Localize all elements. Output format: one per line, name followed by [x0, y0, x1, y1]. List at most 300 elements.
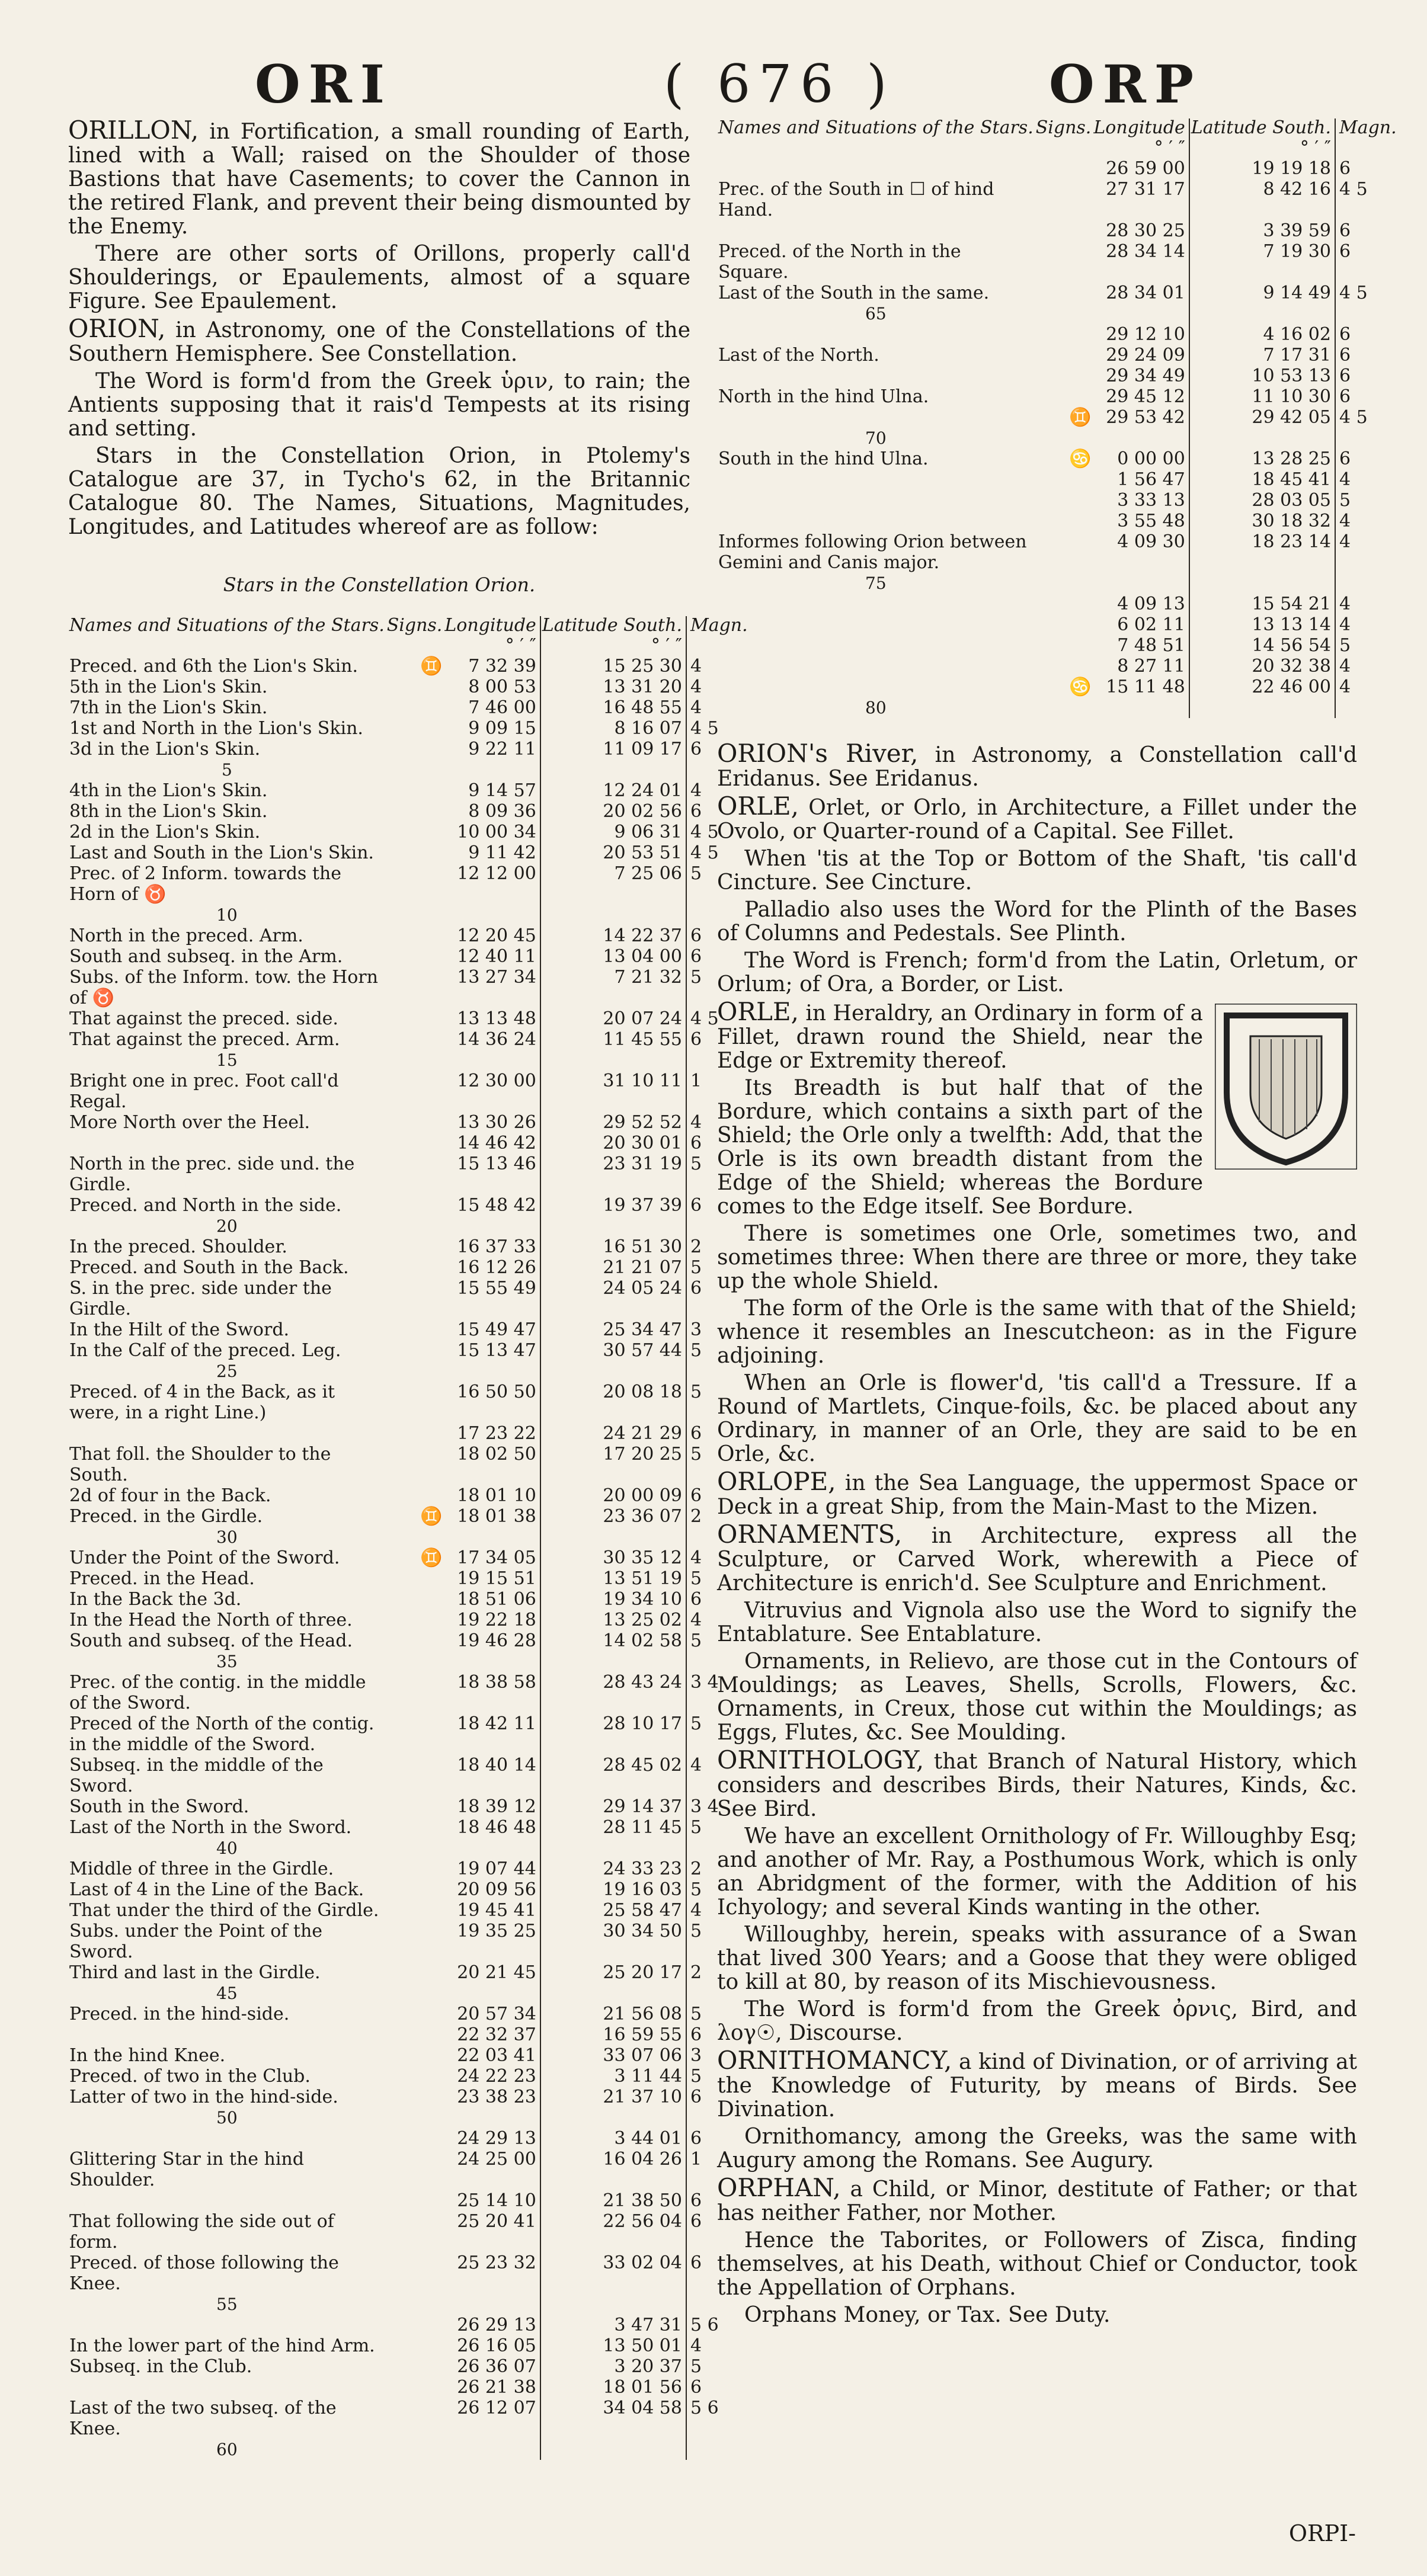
magnitude: 6 [690, 1133, 702, 1154]
sign [386, 739, 444, 760]
magnitude: 5 [1339, 490, 1351, 511]
table-row [68, 1278, 749, 1319]
sign [386, 1672, 444, 1713]
sign [386, 2190, 444, 2211]
row-count-marker [717, 428, 1398, 448]
table-row [68, 1133, 749, 1154]
empty-cell [443, 1361, 540, 1382]
latitude: 19 34 10 [540, 1589, 686, 1610]
longitude: 16 50 50 [443, 1382, 540, 1423]
longitude: 3 33 13 [1092, 490, 1189, 511]
empty-cell [1035, 303, 1093, 324]
table-row [68, 1859, 749, 1879]
latitude: 7 25 06 [540, 863, 686, 905]
paragraph [717, 2125, 1357, 2173]
latitude: 28 11 45 [540, 1817, 686, 1838]
longitude: 15 13 46 [443, 1154, 540, 1195]
longitude: 29 24 09 [1092, 345, 1189, 366]
header-signs: Signs. [1035, 117, 1092, 138]
longitude: 18 51 06 [443, 1589, 540, 1610]
magnitude: 6 [1339, 324, 1351, 345]
star-table-left [68, 616, 749, 2460]
empty-cell [540, 1361, 686, 1382]
latitude: 22 46 00 [1189, 677, 1335, 697]
longitude: 29 34 49 [1092, 366, 1189, 386]
table-row [68, 1506, 749, 1527]
star-name: 1st and North in the Lion's Skin. [69, 718, 363, 739]
star-name [717, 220, 1035, 241]
star-name [68, 1133, 386, 1154]
longitude: 19 45 41 [443, 1900, 540, 1921]
longitude: 4 09 13 [1092, 594, 1189, 614]
magnitude: 5 [690, 2066, 702, 2087]
latitude: 7 19 30 [1189, 241, 1335, 283]
empty-cell [386, 1361, 444, 1382]
magnitude: 5 [690, 1257, 702, 1278]
latitude: 11 10 30 [1189, 386, 1335, 407]
star-name: South in the Sword. [69, 1796, 249, 1817]
table-row [68, 801, 749, 822]
star-name: That foll. the Shoulder to the South. [69, 1444, 331, 1485]
star-name: 8th in the Lion's Skin. [69, 801, 268, 822]
entry-text: in Heraldry, an Ordinary in form of a Fillet, drawn round the Shield, near the Edge or Extremity thereof. [717, 1001, 1203, 1073]
row-count-marker [68, 1050, 749, 1071]
star-name: North in the hind Ulna. [718, 386, 929, 407]
longitude: 4 09 30 [1092, 531, 1189, 573]
longitude: 25 14 10 [443, 2190, 540, 2211]
longitude: 28 34 01 [1092, 283, 1189, 303]
entry-text: The Word is French; form'd from the Latin, Orletum, or Orlum; of Ora, a Border, or List. [717, 949, 1357, 997]
sign: ♊ [1068, 407, 1092, 428]
table-row [68, 656, 749, 677]
empty-cell [386, 2294, 444, 2315]
row-count: 25 [216, 1361, 238, 1381]
latitude: 14 22 37 [540, 925, 686, 946]
table-row [68, 1796, 749, 1817]
sign [1035, 324, 1093, 345]
units-cell [1335, 137, 1398, 158]
units-cell [68, 635, 386, 656]
sign [386, 2398, 444, 2439]
header-mag: Magn. [1339, 117, 1397, 138]
empty-cell [540, 2107, 686, 2128]
latitude: 13 50 01 [540, 2335, 686, 2356]
sign [386, 2066, 444, 2087]
star-name: Preced. in the hind-side. [69, 2004, 290, 2024]
star-name: North in the preced. Arm. [69, 925, 303, 946]
latitude: 29 42 05 [1189, 407, 1335, 428]
header-lon: Longitude [1092, 118, 1189, 137]
latitude: 8 16 07 [540, 718, 686, 739]
longitude: 9 11 42 [443, 842, 540, 863]
longitude: 9 14 57 [443, 780, 540, 801]
empty-cell [443, 2439, 540, 2460]
magnitude: 6 [690, 946, 702, 967]
longitude: 6 02 11 [1092, 614, 1189, 635]
entry-headword: ORNITHOMANCY, [717, 2046, 952, 2075]
running-head-right: ORP [1049, 53, 1202, 115]
table-row [68, 2335, 749, 2356]
entry-headword: ORNITHOLOGY, [717, 1745, 924, 1774]
table-row [68, 1568, 749, 1589]
table-row [717, 283, 1398, 303]
sign [386, 2045, 444, 2066]
entry-headword: ORION, [68, 314, 166, 343]
longitude: 0 00 00 [1092, 448, 1189, 469]
latitude: 25 58 47 [540, 1900, 686, 1921]
longitude: 24 25 00 [443, 2149, 540, 2190]
magnitude: 4 [690, 1610, 702, 1630]
longitude: 15 49 47 [443, 1319, 540, 1340]
table-row [68, 1921, 749, 1962]
star-name [717, 594, 1035, 614]
latitude: 16 04 26 [540, 2149, 686, 2190]
units-cell: ° ′ ″ [540, 635, 686, 656]
empty-cell [386, 760, 444, 780]
row-count: 10 [216, 905, 238, 925]
paragraph [717, 1650, 1357, 1745]
latitude: 23 31 19 [540, 1154, 686, 1195]
empty-cell [540, 1838, 686, 1859]
entry-text: Vitruvius and Vignola also use the Word to signify the Entablature. See Entablature. [717, 1598, 1357, 1646]
magnitude: 6 [690, 2128, 702, 2149]
paragraph [68, 242, 690, 313]
magnitude: 6 [690, 2024, 702, 2045]
latitude: 20 07 24 [540, 1008, 686, 1029]
longitude: 13 27 34 [443, 967, 540, 1008]
table-units-row [68, 635, 749, 656]
magnitude: 4 5 [1339, 179, 1368, 200]
table-row [68, 1755, 749, 1796]
empty-cell [443, 760, 540, 780]
row-count-marker [68, 1527, 749, 1547]
star-name: Prec. of 2 Inform. towards the Horn of ♉ [69, 863, 341, 905]
latitude: 13 51 19 [540, 1568, 686, 1589]
latitude: 13 25 02 [540, 1610, 686, 1630]
longitude: 18 42 11 [443, 1713, 540, 1755]
paragraph [717, 1825, 1357, 1920]
row-count-marker [717, 697, 1398, 718]
row-count: 60 [216, 2440, 238, 2459]
table-row [68, 780, 749, 801]
star-name: That against the preced. side. [69, 1008, 338, 1029]
latitude: 20 30 01 [540, 1133, 686, 1154]
latitude: 28 45 02 [540, 1755, 686, 1796]
sign [386, 1796, 444, 1817]
magnitude: 6 [1339, 366, 1351, 386]
empty-cell [386, 1050, 444, 1071]
header-lat: Latitude South. [540, 616, 686, 635]
table-row [717, 179, 1398, 220]
magnitude: 5 [690, 2356, 702, 2377]
sign [386, 1879, 444, 1900]
sign [386, 697, 444, 718]
magnitude: 6 [1339, 241, 1351, 262]
table-row [68, 1319, 749, 1340]
latitude: 15 54 21 [1189, 594, 1335, 614]
sign [386, 2377, 444, 2398]
sign [386, 967, 444, 1008]
magnitude: 4 5 [690, 822, 719, 842]
longitude: 18 01 10 [443, 1485, 540, 1506]
magnitude: 4 [690, 656, 702, 677]
longitude: 12 30 00 [443, 1071, 540, 1112]
sign [386, 1236, 444, 1257]
entry-text: Stars in the Constellation Orion, in Ptolemy's Catalogue are 37, in Tycho's 62, in the Britannic Catalogue 80. The Names, Situations, Magnitudes, Longitudes, and Latitudes whereof are as follow: [68, 444, 690, 539]
table-row [717, 656, 1398, 677]
paragraph [717, 1520, 1357, 1595]
table-row [717, 614, 1398, 635]
latitude: 3 47 31 [540, 2315, 686, 2335]
empty-cell [386, 1838, 444, 1859]
sign [386, 1071, 444, 1112]
longitude: 25 20 41 [443, 2211, 540, 2253]
row-count-marker [68, 2439, 749, 2460]
magnitude: 5 [690, 1154, 702, 1174]
magnitude: 6 [690, 1195, 702, 1216]
empty-cell [1335, 697, 1398, 718]
sign: ♊ [420, 1506, 443, 1527]
longitude: 14 46 42 [443, 1133, 540, 1154]
sign [386, 677, 444, 697]
sign [386, 2024, 444, 2045]
latitude: 3 39 59 [1189, 220, 1335, 241]
latitude: 4 16 02 [1189, 324, 1335, 345]
paragraph [68, 314, 690, 366]
sign [386, 1713, 444, 1755]
star-name: 7th in the Lion's Skin. [69, 697, 268, 718]
entry-text: Orphans Money, or Tax. See Duty. [744, 2303, 1111, 2327]
empty-cell [1035, 428, 1093, 448]
latitude: 18 01 56 [540, 2377, 686, 2398]
paragraph [68, 444, 690, 539]
table-row [68, 1610, 749, 1630]
row-count: 65 [865, 304, 887, 323]
entry-headword: ORLOPE, [717, 1467, 836, 1496]
sign [386, 2149, 444, 2190]
entry-text: Palladio also uses the Word for the Plinth of the Bases of Columns and Pedestals. See Plinth. [717, 898, 1357, 946]
latitude: 13 31 20 [540, 677, 686, 697]
table-row [68, 1879, 749, 1900]
right-column [717, 117, 1397, 2331]
magnitude: 6 [1339, 448, 1351, 469]
magnitude: 3 4 [690, 1672, 719, 1693]
latitude: 16 59 55 [540, 2024, 686, 2045]
row-count-marker [68, 1651, 749, 1672]
row-count-marker [717, 573, 1398, 594]
star-name [717, 469, 1035, 490]
empty-cell [386, 2107, 444, 2128]
sign [1035, 386, 1093, 407]
latitude: 9 14 49 [1189, 283, 1335, 303]
magnitude: 6 [690, 2377, 702, 2398]
paragraph [717, 2303, 1357, 2327]
longitude: 12 12 00 [443, 863, 540, 905]
longitude: 20 21 45 [443, 1962, 540, 1983]
longitude: 15 11 48 [1092, 677, 1189, 697]
magnitude: 4 5 [1339, 283, 1368, 303]
latitude: 23 36 07 [540, 1506, 686, 1527]
latitude: 24 05 24 [540, 1278, 686, 1319]
right-articles [717, 739, 1357, 2327]
entry-text: Hence the Taborites, or Followers of Zisca, finding themselves, at his Death, without Chief or Conductor, took the Appellation of Orphans. [717, 2228, 1357, 2300]
magnitude: 5 [690, 1879, 702, 1900]
table-row [68, 1713, 749, 1755]
sign [386, 2335, 444, 2356]
empty-cell [1092, 428, 1189, 448]
units-cell [386, 635, 444, 656]
longitude: 17 23 22 [443, 1423, 540, 1444]
running-head-left: ORI [255, 53, 393, 115]
sign [1035, 345, 1093, 366]
longitude: 25 23 32 [443, 2253, 540, 2294]
entry-text: a kind of Divination, or of arriving at the Knowledge of Futurity, by means of Birds. See Divination. [717, 2050, 1357, 2122]
table-row [68, 2004, 749, 2024]
latitude: 9 06 31 [540, 822, 686, 842]
empty-cell [540, 905, 686, 925]
sign [386, 2253, 444, 2294]
sign [1035, 469, 1093, 490]
latitude: 22 56 04 [540, 2211, 686, 2253]
star-name: Preced. and 6th the Lion's Skin. [69, 656, 358, 677]
header-mag: Magn. [690, 615, 748, 636]
latitude: 30 35 12 [540, 1547, 686, 1568]
longitude: 18 39 12 [443, 1796, 540, 1817]
empty-cell [386, 1651, 444, 1672]
latitude: 3 44 01 [540, 2128, 686, 2149]
magnitude: 2 [690, 1859, 702, 1879]
table-row [68, 1071, 749, 1112]
star-name [717, 324, 1035, 345]
table-row [68, 925, 749, 946]
table-row [68, 1029, 749, 1050]
entry-text: in Astronomy, one of the Constellations of the Southern Hemisphere. See Constellation. [68, 318, 690, 366]
sign [386, 1029, 444, 1050]
magnitude: 5 [690, 1382, 702, 1402]
table-row [717, 448, 1398, 469]
star-name: Subseq. in the middle of the Sword. [69, 1755, 324, 1796]
sign [1035, 220, 1093, 241]
latitude: 13 04 00 [540, 946, 686, 967]
entry-headword: ORNAMENTS, [717, 1520, 903, 1549]
table-row [68, 2066, 749, 2087]
star-name [68, 2024, 386, 2045]
table-row [717, 324, 1398, 345]
magnitude: 4 [690, 677, 702, 697]
table-row [68, 1340, 749, 1361]
magnitude: 4 [690, 780, 702, 801]
star-name [68, 2377, 386, 2398]
star-name: South and subseq. of the Head. [69, 1630, 353, 1651]
magnitude: 2 [690, 1506, 702, 1527]
empty-cell [1092, 303, 1189, 324]
star-name [68, 2190, 386, 2211]
magnitude: 5 [690, 1444, 702, 1465]
magnitude: 6 [690, 1589, 702, 1610]
sign [1035, 179, 1093, 220]
sign [386, 1921, 444, 1962]
table-caption: Stars in the Constellation Orion. [223, 573, 536, 596]
magnitude: 4 [690, 697, 702, 718]
sign [1035, 241, 1093, 283]
entry-text: in Fortification, a small rounding of Earth, lined with a Wall; raised on the Shoulder of those Bastions that have Casements; to cover the Cannon in the retired Flank, and prevent their being dismounted by the Enemy. [68, 120, 690, 239]
star-name: Preced of the North of the contig. in the middle of the Sword. [69, 1713, 375, 1755]
magnitude: 4 [690, 1112, 702, 1133]
paragraph [717, 898, 1357, 946]
entry-headword: ORPHAN, [717, 2173, 841, 2202]
latitude: 15 25 30 [540, 656, 686, 677]
empty-cell [1189, 428, 1335, 448]
longitude: 26 36 07 [443, 2356, 540, 2377]
star-name: Subs. under the Point of the Sword. [69, 1921, 323, 1962]
empty-cell [443, 2294, 540, 2315]
table-row [68, 1485, 749, 1506]
table-row [68, 1817, 749, 1838]
star-name [68, 2128, 386, 2149]
sign [386, 1423, 444, 1444]
table-row [68, 842, 749, 863]
sign [386, 1154, 444, 1195]
table-row [68, 677, 749, 697]
entry-text: The Word is form'd from the Greek ὑριν, to rain; the Antients supposing that it rais'd Tempests at its rising and setting. [68, 369, 690, 441]
latitude: 34 04 58 [540, 2398, 686, 2439]
empty-cell [540, 760, 686, 780]
table-row [717, 241, 1398, 283]
entry-headword: ORILLON, [68, 116, 199, 145]
sign: ♋ [1068, 448, 1092, 469]
longitude: 8 27 11 [1092, 656, 1189, 677]
star-name: Last of the North in the Sword. [69, 1817, 352, 1838]
longitude: 3 55 48 [1092, 511, 1189, 531]
latitude: 7 17 31 [1189, 345, 1335, 366]
table-row [68, 1008, 749, 1029]
latitude: 3 11 44 [540, 2066, 686, 2087]
longitude: 7 32 39 [443, 656, 540, 677]
longitude: 14 36 24 [443, 1029, 540, 1050]
longitude: 17 34 05 [443, 1547, 540, 1568]
magnitude: 6 [1339, 158, 1351, 179]
table-row [717, 386, 1398, 407]
sign [386, 1589, 444, 1610]
latitude: 7 21 32 [540, 967, 686, 1008]
star-name: Under the Point of the Sword. [69, 1547, 340, 1568]
table-row [68, 2356, 749, 2377]
header-lon: Longitude [443, 616, 540, 635]
star-name: Preced. of two in the Club. [69, 2066, 311, 2087]
longitude: 13 30 26 [443, 1112, 540, 1133]
star-name: Subs. of the Inform. tow. the Horn of ♉ [69, 967, 378, 1008]
empty-cell [443, 1651, 540, 1672]
row-count-marker [717, 303, 1398, 324]
latitude: 13 13 14 [1189, 614, 1335, 635]
table-row [717, 407, 1398, 428]
empty-cell [540, 1983, 686, 2004]
empty-cell [1189, 573, 1335, 594]
magnitude: 6 [690, 2253, 702, 2273]
latitude: 16 48 55 [540, 697, 686, 718]
table-row [717, 366, 1398, 386]
empty-cell [686, 2439, 749, 2460]
magnitude: 6 [1339, 345, 1351, 366]
entry-text: When 'tis at the Top or Bottom of the Shaft, 'tis call'd Cincture. See Cincture. [717, 847, 1357, 895]
star-name [717, 656, 1035, 677]
entry-text: in Architecture, express all the Sculpture, or Carved Work, wherewith a Piece of Architecture is enrich'd. See Sculpture and Enrichment. [717, 1524, 1357, 1595]
magnitude: 5 [690, 1817, 702, 1838]
magnitude: 6 [690, 1423, 702, 1444]
sign [386, 863, 444, 905]
magnitude: 4 [690, 2335, 702, 2356]
longitude: 16 37 33 [443, 1236, 540, 1257]
